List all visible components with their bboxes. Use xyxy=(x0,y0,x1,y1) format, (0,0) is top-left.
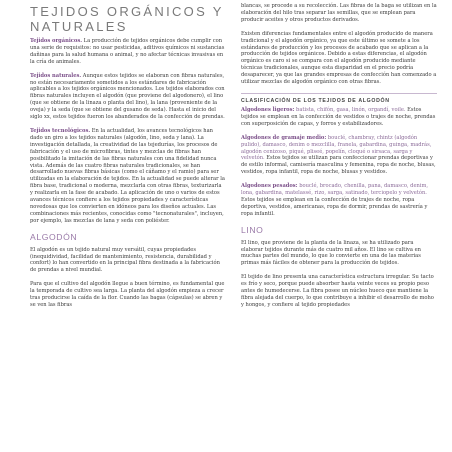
paragraph-algodon-intro: El algodón es un tejido natural muy versátil, cuyas propiedades (inequidividad, facilidad de mantenimiento, resistencia, durabilidad y confort) lo han convertido en la principal fibra destinada a la fabricación de prendas a nivel mundial. xyxy=(30,246,220,274)
divider xyxy=(241,93,437,94)
paragraph-text: Aunque estos tejidos se elaboran con fibras naturales, no están necesariamente sometidos a los estándares de fabricación aplicables a los tejidos orgánicos mencionados. Los tejidos elaborados con fibras naturales incluyen el algodón (que proviene del algodonero), el lino (que se obtiene de la linaza o planta del lino), la lana (proveniente de la oveja) y la seda (que se obtiene del gusano de seda). Hasta el inicio del siglo xx, estos tejidos fueron los abanderados de la confección de prendas. xyxy=(30,72,225,121)
section-heading-lino: LINO xyxy=(241,224,264,235)
paragraph-text: En la actualidad, los avances tecnológicos han dado un giro a los tejidos naturales (algodón, lino, seda y lana). La investigación detallada, la creatividad de las tejedurías, los procesos de fabricación y el uso de microfibras, tintes y mezclas de fibras han posibilitado la imitación de las fibras naturales con una fidelidad nunca vista. Además de las cuatro fibras naturales tradicionales, se han desarrollado nuevas fibras básicas (como el cáñamo y el ramio) para ser utilizadas en la elaboración de tejidos. En la actualidad se puede alterar la fibra base, tradicional o moderna, mezclarla con otras fibras, texturizarla y realizarla en la fase de acabado. La aplicación de uno o varios de estos avances técnicos confiere a los tejidos propiedades y características novedosas que los convierten en idóneos para los diseños actuales. Las combinaciones más recientes, conocidas como "tecnonaturales", incluyen, por ejemplo, las mezclas de lana y seda con poliéster. xyxy=(30,127,225,224)
keyword: Algodones ligeros: xyxy=(241,106,295,113)
paragraph-tejidos-organicos xyxy=(30,38,226,66)
paragraph-lino-intro: El lino, que proviene de la planta de la linaza, se ha utilizado para elaborar tejidos durante más de cuatro mil años. El lino se cultiva en muchas partes del mundo, lo que lo convierte en una de las materias primas más fáciles de obtener para la producción de tejidos. xyxy=(241,239,421,267)
keyword: Algodones pesados: xyxy=(241,183,298,190)
paragraph-lino-estructura: El tejido de lino presenta una característica estructura irregular. Su tacto es frío y seco, porque puede absorber hasta veinte veces su propio peso antes de humedecerse. La fibra posee un núcleo hueco que mantiene la fibra alejada del cuerpo, lo que contribuye a inhibir el desarrollo de moho y hongos, y confiere al tejido propiedades xyxy=(241,274,434,308)
paragraph-diferencias: Existen diferencias fundamentales entre el algodón producido de manera tradicional y el algodón orgánico, ya que este último se somete a los estándares de producción y los procesos de acabado que se aplican a la producción de tejidos orgánicos. Debido a estas diferencias, el algodón orgánico es caro si se compara con el algodón producido mediante técnicas tradicionales, aunque esta disparidad en el precio podría desaparecer, ya que las grandes empresas de confección han comenzado a utilizar mezclas de algodón orgánico con otras fibras. xyxy=(241,30,437,86)
paragraph-tejidos-naturales xyxy=(30,73,226,121)
keyword: Tejidos orgánicos. xyxy=(30,38,83,44)
keyword: Tejidos naturales. xyxy=(30,72,82,79)
paragraph-text: La producción de tejidos orgánicos debe cumplir con una serie de requisitos: no usar pesticidas, aditivos químicos ni sustancias dañinas para la salud humana o animal, y no afectar técnicas invasivas en la cría de animales. xyxy=(30,38,225,65)
classification-heading: CLASIFICACIÓN DE LOS TEJIDOS DE ALGODÓN xyxy=(241,97,390,104)
page-title: TEJIDOS ORGÁNICOS Y NATURALES xyxy=(30,4,224,34)
paragraph-tejidos-tecnologicos xyxy=(30,128,226,225)
fabric-list: bouclé, brocado, chenilla, pana, damasco, denim, lona, gabardina, matelassé, rizo, sarga, satinado, terciopelo y velvetón. xyxy=(241,183,428,197)
left-column xyxy=(30,38,226,316)
keyword: Tejidos tecnológicos. xyxy=(30,127,91,134)
paragraph-text: Estos tejidos se utilizan para confeccionar prendas deportivas y de estilo informal, camisería masculina y femenina, ropa de noche, blusas, vestidos, ropa infantil, ropa de noche, blusas y vestidos. xyxy=(241,155,436,176)
paragraph-recoleccion: blancas, se procede a su recolección. Las fibras de la baga se utilizan en la elaboración del hilo tras separar las semillas, que se emplean para producir aceites y otros productos derivados. xyxy=(241,3,437,23)
fabric-list: batista, chifón, gasa, linón, organdí, voile. xyxy=(294,106,406,113)
section-heading-algodon: ALGODÓN xyxy=(30,231,78,242)
right-column xyxy=(241,3,437,316)
paragraph-algodones-ligeros xyxy=(241,107,437,128)
paragraph-algodones-medio xyxy=(241,135,437,176)
paragraph-algodon-cultivo: Para que el cultivo del algodón llegue a buen término, es fundamental que la temporada de cultivo sea larga. La planta del algodón empieza a crecer tras producirse la caída de la flor. Cuando las bagas (cápsulas) se abren y se ven las fibras xyxy=(30,281,225,308)
fabric-list: bouclé, chambray, chintz (algodón pulido), damasco, denim o mezclilla, franela, gabardina, guinga, madrás, algodón cenizoso, piqué, pliseé, popelín, cloqué o sirsaca, sarga y velvetón. xyxy=(241,134,432,162)
paragraph-text: Estos tejidos se emplean en la confección de vestidos o trajes de noche, prendas con superposición de capas, y forros y estabilizadores. xyxy=(241,106,436,127)
paragraph-text: Estos tejidos se emplean en la confección de trajes de noche, ropa deportiva, vestidos, americanas, ropa de dormir, prendas de sastrería y ropa infantil. xyxy=(241,196,428,217)
paragraph-algodones-pesados xyxy=(241,183,437,218)
keyword: Algodones de gramaje medio: xyxy=(241,134,327,141)
